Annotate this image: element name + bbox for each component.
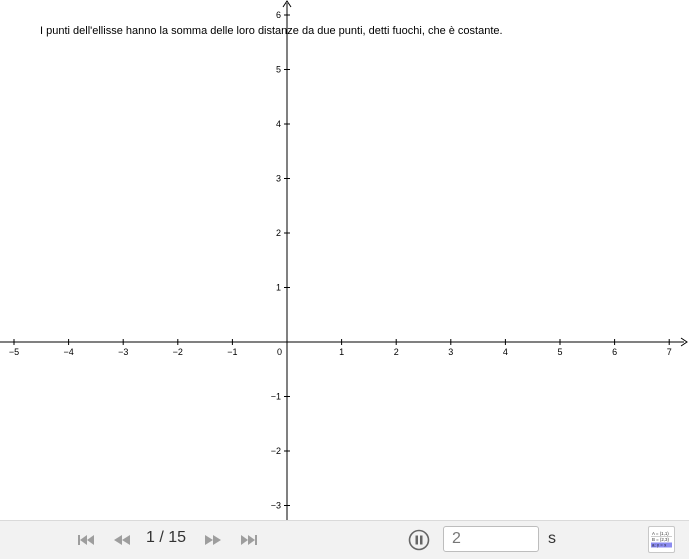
y-tick-label: −2 — [270, 446, 281, 456]
x-tick-label: −5 — [8, 347, 20, 357]
playback-toolbar — [0, 520, 689, 559]
x-tick-label: 6 — [612, 347, 618, 357]
y-tick-label: 1 — [275, 282, 281, 293]
speed-unit-label: s — [548, 530, 556, 547]
y-tick-label: 6 — [275, 10, 281, 20]
next-step-button[interactable] — [202, 531, 224, 549]
y-tick-label: 2 — [275, 228, 281, 238]
x-tick-label: 3 — [448, 347, 454, 357]
x-tick-label: 2 — [393, 347, 399, 357]
step-counter: 1 / 15 — [146, 529, 187, 546]
x-tick-label: −2 — [172, 347, 183, 357]
x-tick-label: 1 — [339, 347, 345, 357]
y-tick-label: −3 — [270, 500, 281, 511]
first-step-button[interactable] — [75, 531, 97, 549]
algebra-view-button[interactable] — [648, 526, 675, 553]
algebra-view-icon — [649, 527, 674, 552]
last-step-button[interactable] — [238, 531, 260, 549]
algebra-icon-line-2: B = (2,3) — [652, 537, 669, 542]
step-forward-icon — [204, 534, 222, 546]
previous-step-button[interactable] — [111, 531, 133, 549]
x-tick-label: −3 — [118, 347, 129, 357]
x-tick-label: 0 — [277, 347, 283, 357]
skip-to-end-icon — [240, 534, 258, 546]
x-tick-label: 4 — [502, 347, 508, 357]
pause-button[interactable] — [408, 529, 430, 551]
y-tick-label: 4 — [275, 119, 281, 129]
ellipse-definition-text: I punti dell'ellisse hanno la somma delle loro distanze da due punti, detti fuochi, che è costante. — [40, 25, 503, 37]
skip-to-start-icon — [77, 534, 95, 546]
x-tick-label: 5 — [557, 347, 563, 357]
algebra-icon-line-1: A = (1,1) — [652, 531, 669, 536]
x-tick-label: −4 — [63, 347, 74, 357]
x-tick-label: 7 — [666, 347, 672, 357]
y-tick-label: 3 — [275, 173, 281, 184]
animation-speed-input[interactable] — [443, 526, 539, 552]
y-tick-label: 5 — [275, 64, 281, 75]
step-back-icon — [113, 534, 131, 546]
pause-icon — [408, 529, 430, 551]
algebra-icon-line-3: a: y = x — [652, 542, 667, 548]
y-tick-label: −1 — [270, 391, 281, 402]
x-tick-label: −1 — [227, 347, 238, 357]
